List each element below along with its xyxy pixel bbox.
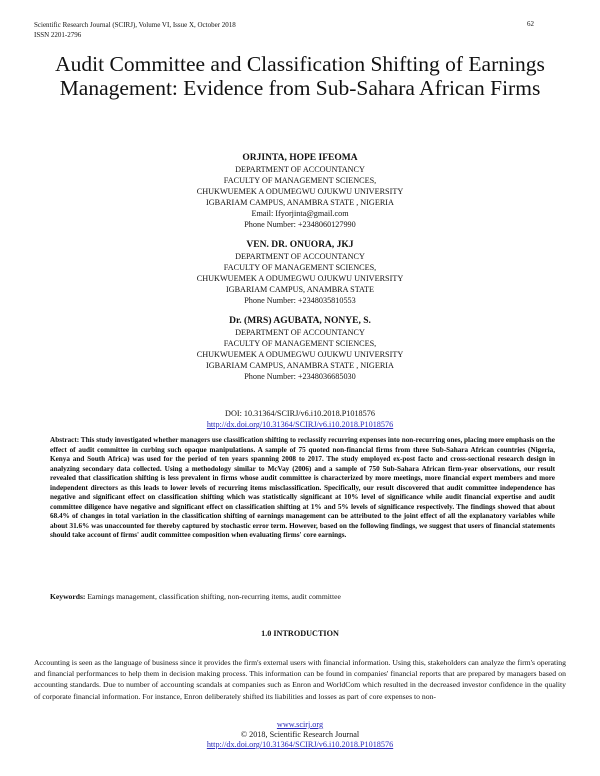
- affiliation-line: IGBARIAM CAMPUS, ANAMBRA STATE: [225, 285, 375, 294]
- footer-copyright: © 2018, Scientific Research Journal: [240, 730, 360, 739]
- author-3: [60, 315, 540, 382]
- affiliation-line: CHUKWUEMEK A ODUMEGWU OJUKWU UNIVERSITY: [196, 350, 404, 359]
- keywords-text: Earnings management, classification shifting, non-recurring items, audit committee: [87, 592, 341, 601]
- author-2: [60, 239, 540, 306]
- footer-doi-link[interactable]: http://dx.doi.org/10.31364/SCIRJ/v6.i10.2018.P1018576: [206, 740, 394, 749]
- affiliation-line: FACULTY OF MANAGEMENT SCIENCES,: [223, 263, 377, 272]
- author-phone: Phone Number: +2348036685030: [244, 372, 356, 381]
- paper-title: Audit Committee and Classification Shifting of Earnings Management: Evidence from Sub-Sahara African Firms: [55, 52, 545, 100]
- issn: ISSN 2201-2796: [34, 31, 82, 39]
- affiliation-line: DEPARTMENT OF ACCOUNTANCY: [235, 252, 365, 261]
- affiliation-line: FACULTY OF MANAGEMENT SCIENCES,: [223, 176, 377, 185]
- author-name: VEN. DR. ONUORA, JKJ: [246, 240, 354, 250]
- affiliation-line: FACULTY OF MANAGEMENT SCIENCES,: [223, 339, 377, 348]
- affiliation-line: CHUKWUEMEK A ODUMEGWU OJUKWU UNIVERSITY: [196, 274, 404, 283]
- author-email: Email: Ifyorjinta@gmail.com: [251, 209, 349, 218]
- doi-block: [60, 408, 540, 430]
- affiliation-line: DEPARTMENT OF ACCOUNTANCY: [235, 165, 365, 174]
- page-number: 62: [527, 20, 534, 28]
- keywords-label: Keywords:: [50, 592, 86, 601]
- author-name: Dr. (MRS) AGUBATA, NONYE, S.: [229, 316, 371, 326]
- page-footer: [0, 720, 600, 750]
- section-heading: 1.0 INTRODUCTION: [261, 629, 339, 638]
- running-header: [34, 20, 236, 40]
- author-phone: Phone Number: +2348035810553: [244, 296, 356, 305]
- intro-paragraph: Accounting is seen as the language of business since it provides the firm's external users with financial information. Using this, stakeholders can analyze the firm's operating and financial performances to help them in decision making process. This information can be found in companies' financial reports that are prepared by managers based on accounting standards. Due to number of accounting scandals at companies such as Enron and WorldCom which resulted in the decreased investor confidence in the quality of corporate financial information. For instance, Enron deliberately shifted its liabilities and losses as part of core expenses to non-: [34, 658, 566, 701]
- author-phone: Phone Number: +2348060127990: [244, 220, 356, 229]
- affiliation-line: DEPARTMENT OF ACCOUNTANCY: [235, 328, 365, 337]
- author-1: [60, 152, 540, 230]
- author-name: ORJINTA, HOPE IFEOMA: [242, 153, 358, 163]
- affiliation-line: CHUKWUEMEK A ODUMEGWU OJUKWU UNIVERSITY: [196, 187, 404, 196]
- author-block: [60, 152, 540, 391]
- journal-name: Scientific Research Journal (SCIRJ), Volume VI, Issue X, October 2018: [34, 21, 236, 29]
- keywords: [50, 592, 555, 602]
- affiliation-line: IGBARIAM CAMPUS, ANAMBRA STATE , NIGERIA: [206, 198, 394, 207]
- doi-link[interactable]: http://dx.doi.org/10.31364/SCIRJ/v6.i10.2018.P1018576: [206, 420, 394, 429]
- doi-text: DOI: 10.31364/SCIRJ/v6.i10.2018.P1018576: [225, 409, 375, 418]
- abstract: Abstract: This study investigated whether managers use classification shifting to reclassify recurring expenses into non-recurring ones, placing more emphasis on the effect of audit committee in curbing such opaque manipulations. A sample of 75 quoted non-financial firms from three Sub-Sahara African countries (Nigeria, Kenya and South Africa) was used for the period of ten years spanning 2008 to 2017. The study employed ex-post facto and cross-sectional research design in analyzing secondary data collected. Using a methodology similar to McVay (2006) and a sample of 750 Sub-Sahara African firm-year observations, our result revealed that classification shifting is less prevalent in firms whose audit committee is characterized by more meetings, more financial expert members and more independent directors as this leads to lower levels of recurring items misclassification. Specifically, our result discovered that audit committee independence has negative and significant effect on classification shifting which was statistically significant at 10% level of significance while audit financial expertise and audit committee diligence have negative and significant effect on classification shifting at 1% and 5% levels of significance respectively. The findings showed that about 68.4% of changes in total variation in the classification shifting of earnings management can be attributed to the joint effect of all the explanatory variables while about 31.6% was unaccounted for thereby captured by stochastic error term. However, based on the following findings, we suggest that users of financial statements should take account of firms' audit committee composition when evaluating firms' core earnings.: [50, 436, 555, 539]
- affiliation-line: IGBARIAM CAMPUS, ANAMBRA STATE , NIGERIA: [206, 361, 394, 370]
- footer-site-link[interactable]: www.scirj.org: [276, 720, 324, 729]
